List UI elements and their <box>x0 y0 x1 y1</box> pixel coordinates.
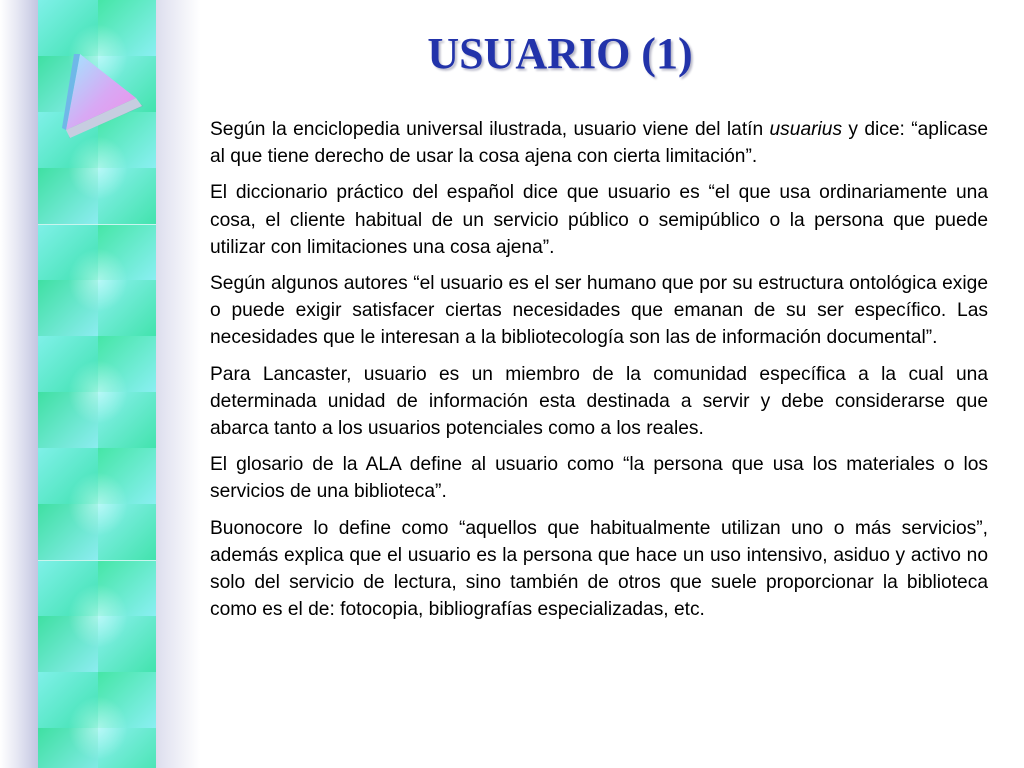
mosaic-tile <box>38 224 156 336</box>
paragraph-ala: El glosario de la ALA define al usuario como “la persona que usa los materiales o los servicios de una biblioteca”. <box>210 454 988 503</box>
mosaic-divider <box>38 560 156 561</box>
mosaic-tile <box>38 448 156 560</box>
paragraph-buonocore: Buonocore lo define como “aquellos que habitualmente utilizan uno o más servicios”, además explica que el usuario es la persona que hace un uso intensivo, asiduo y activo no solo del servicio de lectura, sino también de otros que suele proporcionar la biblioteca como es el de: fotocopia, bibliografías especializadas, etc. <box>210 517 988 621</box>
italic-term: usuarius <box>769 119 843 140</box>
slide-body <box>210 116 988 632</box>
mosaic-divider <box>38 224 156 225</box>
mosaic-tile <box>38 560 156 672</box>
triangle-pointer-icon <box>60 52 150 142</box>
mosaic-tile <box>38 672 156 768</box>
paragraph-enciclopedia: Según la enciclopedia universal ilustrada, usuario viene del latín usuarius y dice: “aplicase al que tiene derecho de usar la cosa ajena con cierta limitación”. <box>210 119 988 168</box>
paragraph-lancaster: Para Lancaster, usuario es un miembro de la comunidad específica a la cual una determinada unidad de información esta destinada a servir y debe considerarse que abarca tanto a los usuarios potenciales como a los reales. <box>210 363 988 440</box>
paragraph-autores: Según algunos autores “el usuario es el ser humano que por su estructura ontológica exige o puede exigir satisfacer ciertas necesidades que emanan de su ser específico. Las necesidades que le interesan a la bibliotecología son las de información documental”. <box>210 273 988 349</box>
mosaic-tile <box>38 336 156 448</box>
paragraph-diccionario: El diccionario práctico del español dice que usuario es “el que usa ordinariamente una cosa, el cliente habitual de un servicio público o semipúblico o la persona que puede utilizar con limitaciones una cosa ajena”. <box>210 182 988 258</box>
slide-title: USUARIO (1) <box>427 29 693 78</box>
